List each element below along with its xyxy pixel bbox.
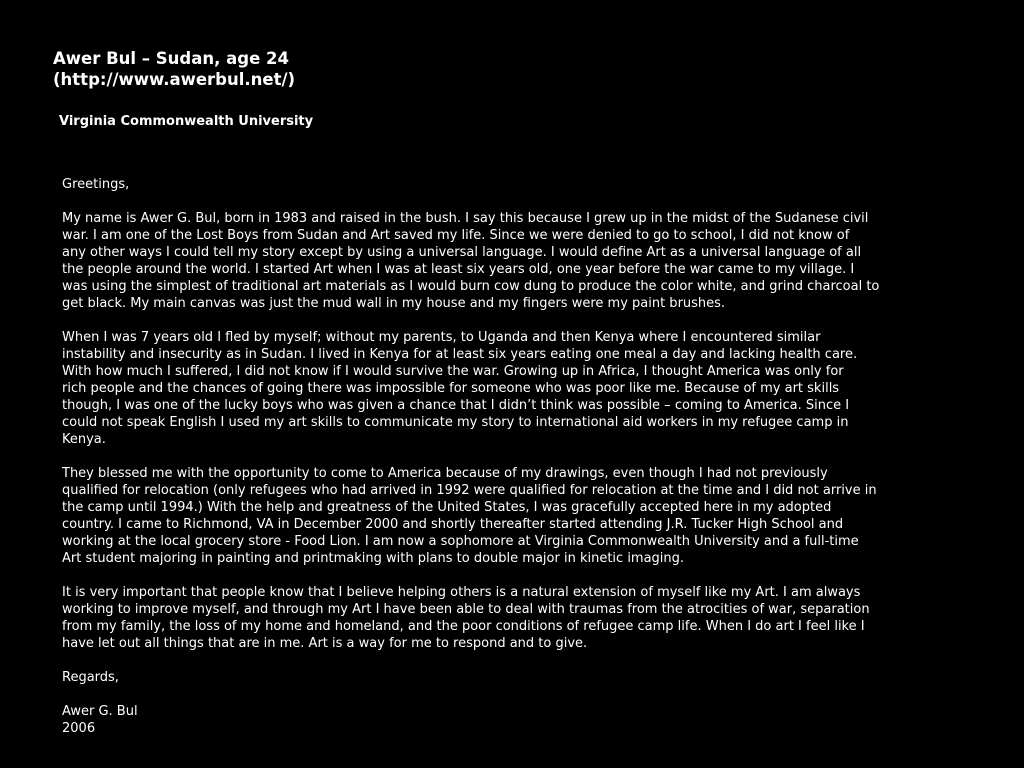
letter-year: 2006: [62, 721, 96, 736]
letter-body: [62, 176, 974, 737]
letter-closing: Regards,: [62, 670, 119, 685]
letter-line: country. I came to Richmond, VA in December 2000 and shortly thereafter started attending J.R. Tucker High School and: [62, 517, 844, 532]
letter-line: instability and insecurity as in Sudan. I lived in Kenya for at least six years eating one meal a day and lacking health care.: [62, 347, 858, 362]
letter-line: They blessed me with the opportunity to come to America because of my drawings, even though I had not previously: [62, 466, 828, 481]
letter-paragraph-4: [62, 584, 974, 652]
letter-line: qualified for relocation (only refugees who had arrived in 1992 were qualified for relocation at the time and I did not arrive in: [62, 483, 877, 498]
university-name: Virginia Commonwealth University: [59, 114, 314, 129]
letter-line: get black. My main canvas was just the mud wall in my house and my fingers were my paint brushes.: [62, 296, 726, 311]
letter-line: My name is Awer G. Bul, born in 1983 and raised in the bush. I say this because I grew up in the midst of the Sudanese civil: [62, 211, 869, 226]
letter-line: though, I was one of the lucky boys who was given a chance that I didn’t think was possible – coming to America. Since I: [62, 398, 850, 413]
letter-line: have let out all things that are in me. Art is a way for me to respond and to give.: [62, 636, 588, 651]
letter-line: any other ways I could tell my story except by using a universal language. I would define Art as a universal language of all: [62, 245, 862, 260]
letter-line: war. I am one of the Lost Boys from Sudan and Art saved my life. Since we were denied to go to school, I did not know of: [62, 228, 850, 243]
slide-header: [53, 48, 973, 90]
letter-line: Art student majoring in painting and printmaking with plans to double major in kinetic imaging.: [62, 551, 685, 566]
letter-greeting: Greetings,: [62, 177, 130, 192]
letter-line: Kenya.: [62, 432, 106, 447]
letter-line: rich people and the chances of going there was impossible for someone who was poor like me. Because of my art skills: [62, 381, 840, 396]
letter-line: When I was 7 years old I fled by myself; without my parents, to Uganda and then Kenya where I encountered similar: [62, 330, 821, 345]
letter-line: It is very important that people know that I believe helping others is a natural extension of myself like my Art. I am always: [62, 585, 861, 600]
letter-paragraph-3: [62, 465, 974, 567]
letter-paragraph-1: [62, 210, 974, 312]
letter-line: working to improve myself, and through my Art I have been able to deal with traumas from the atrocities of war, separation: [62, 602, 870, 617]
letter-line: working at the local grocery store - Food Lion. I am now a sophomore at Virginia Commonwealth University and a full-time: [62, 534, 859, 549]
slide-title: Awer Bul – Sudan, age 24: [53, 49, 289, 68]
letter-line: could not speak English I used my art skills to communicate my story to international aid workers in my refugee camp in: [62, 415, 849, 430]
website-url: (http://www.awerbul.net/): [53, 70, 296, 89]
letter-line: from my family, the loss of my home and homeland, and the poor conditions of refugee camp life. When I do art I feel like I: [62, 619, 865, 634]
letter-line: the camp until 1994.) With the help and greatness of the United States, I was gracefully accepted here in my adopted: [62, 500, 832, 515]
letter-signature: Awer G. Bul: [62, 704, 138, 719]
letter-line: was using the simplest of traditional art materials as I would burn cow dung to produce the color white, and grind charcoal to: [62, 279, 880, 294]
letter-line: With how much I suffered, I did not know if I would survive the war. Growing up in Africa, I thought America was only for: [62, 364, 844, 379]
letter-signature-block: [62, 703, 974, 737]
letter-paragraph-2: [62, 329, 974, 448]
letter-line: the people around the world. I started Art when I was at least six years old, one year before the war came to my village. I: [62, 262, 855, 277]
